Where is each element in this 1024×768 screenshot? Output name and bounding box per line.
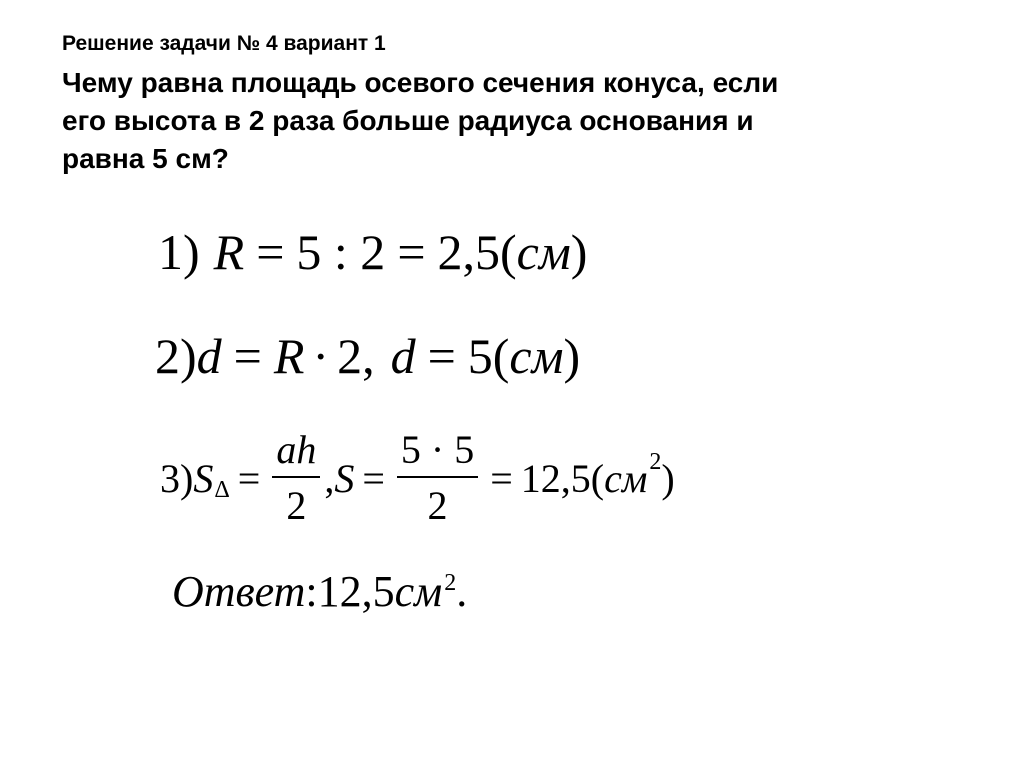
step-1-equals-2: = xyxy=(397,224,426,280)
problem-subtitle: Решение задачи № 4 вариант 1 xyxy=(62,32,386,55)
step-1-label: 1) xyxy=(158,224,200,280)
step-2-unit: см xyxy=(509,328,564,384)
step-3-equals: = xyxy=(237,455,261,501)
triangle-subscript: Δ xyxy=(214,476,230,503)
step-3-separator: , xyxy=(324,455,335,501)
question-line-3: равна 5 см? xyxy=(62,143,229,174)
answer-label: Ответ xyxy=(172,567,306,616)
answer-colon: : xyxy=(305,567,318,616)
step-2-label: 2) xyxy=(155,328,197,384)
problem-question xyxy=(62,64,962,178)
step-3-unit-exponent: 2 xyxy=(649,448,662,475)
step-3-unit: см xyxy=(604,455,648,501)
fraction-2-numerator: 5 · 5 xyxy=(400,427,475,472)
step-1-paren-open: ( xyxy=(500,224,517,280)
question-line-2: его высота в 2 раза больше радиуса основания и xyxy=(62,105,754,136)
step-3-variable-s-2: S xyxy=(334,455,355,501)
fraction-2-denominator: 2 xyxy=(427,483,448,528)
step-1-unit: см xyxy=(516,224,571,280)
step-3-equals-3: = xyxy=(490,455,513,501)
step-3-variable-s: S xyxy=(193,455,214,501)
solution-step-1 xyxy=(158,222,587,282)
step-3-equals-2: = xyxy=(362,455,385,501)
step-2-equals: = xyxy=(233,328,262,384)
step-3-label: 3) xyxy=(160,455,194,501)
step-2-equals-2: = xyxy=(427,328,456,384)
answer-unit: см xyxy=(394,567,443,616)
step-2-multiply-dot: · xyxy=(312,328,330,384)
step-2-paren-close: ) xyxy=(563,328,581,384)
step-3-paren-close: ) xyxy=(661,455,675,501)
answer-value: 12,5 xyxy=(317,567,395,616)
step-3-paren-open: ( xyxy=(590,455,605,501)
fraction-1-numerator: ah xyxy=(276,427,317,472)
step-2-multiplier: 2, xyxy=(337,328,375,384)
fraction-1-denominator: 2 xyxy=(286,483,307,528)
answer-period: . xyxy=(456,567,468,616)
step-3-value: 12,5 xyxy=(520,455,591,501)
solution-step-2 xyxy=(155,326,580,386)
step-1-value: 2,5 xyxy=(437,224,501,280)
step-1-expression: 5 : 2 xyxy=(296,224,386,280)
question-line-1: Чему равна площадь осевого сечения конуса, если xyxy=(62,67,779,98)
step-2-variable-r: R xyxy=(273,328,305,384)
step-1-variable-r: R xyxy=(213,224,245,280)
step-1-equals: = xyxy=(256,224,285,280)
answer-line xyxy=(172,562,467,629)
step-2-variable-d: d xyxy=(196,328,222,384)
answer-unit-exponent: 2 xyxy=(444,570,457,596)
step-1-paren-close: ) xyxy=(570,224,588,280)
fraction-computation xyxy=(397,427,478,528)
fraction-area-formula xyxy=(272,427,320,528)
step-2-value: 5 xyxy=(467,328,493,384)
step-2-variable-d-2: d xyxy=(390,328,416,384)
solution-step-3 xyxy=(160,418,675,538)
step-2-paren-open: ( xyxy=(492,328,510,384)
